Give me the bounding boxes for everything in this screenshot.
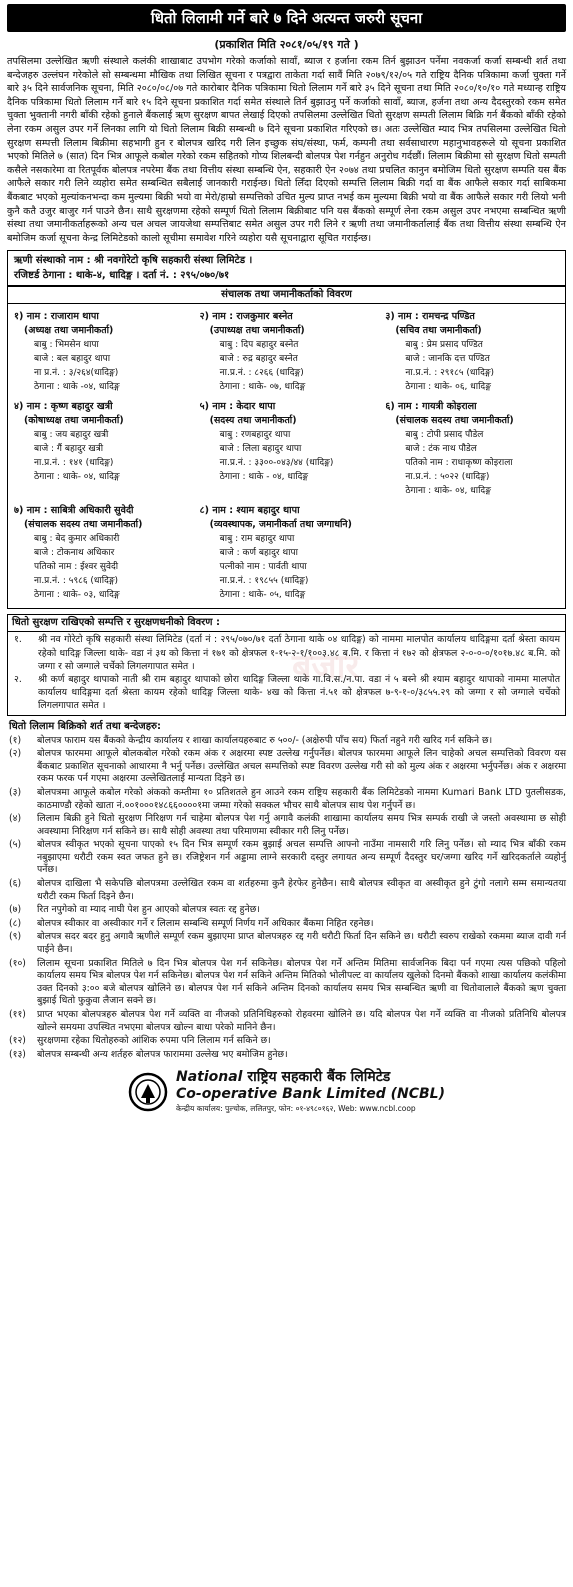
condition-text: प्राप्त भएका बोलपत्रहरु बोलपत्र पेश गर्ने व्यक्ति वा नीजको प्रतिनिधिहरुको रोहवरमा खोलिने छ। यदि बोलपत्र पेश गर्ने व्यक्ति वा नीजको प्रतिनिधि बोलपत्र खोल्ने समयमा उपस्थित नभएमा बोलपत्र खोल्न बाधा परेको मानिने छैन। (37, 1009, 566, 1033)
condition-item (7, 748, 566, 786)
bank-name-line2: Co-operative Bank Limited (NCBL) (175, 1086, 445, 1103)
borrower-name: ऋणी संस्थाको नाम : श्री नवगोरेटो कृषि सहकारी संस्था लिमिटेड । (14, 255, 253, 267)
director-detail: बाजे : गैं बहादुर खत्री (34, 444, 104, 455)
condition-number: (४) (9, 813, 22, 825)
director-detail: बाबु : भिमसेन थापा (34, 340, 99, 351)
director-detail: बाजे : जानकि दत्त पण्डित (405, 354, 490, 365)
director-detail: बाबु : प्रेम प्रसाद पण्डित (405, 340, 483, 351)
condition-text: बोलपत्र फारममा आफूले बोलकबोल गरेको रकम अंक र अक्षरमा स्पष्ट उल्लेख गर्नुपर्नेछ। बोलपत्र फारममा आफूले लिन चाहेको अचल सम्पत्तिको विवरण यस बैंकबाट प्रकाशित सूचनाको आधारमा नै भर्नु पर्नेछ। उल्लेखित अचल सम्पत्तिको स्पष्ट विवरण उल्लेख गरी सो को मुल्य अंक र अक्षरमा भर्नुपर्नेछ। अंक र अक्षरमा रकम फरक पर्न गएमा अक्षरमा उल्लेखितलाई मान्यता दिइने छ। (37, 748, 566, 785)
bank-name-np: राष्ट्रिय सहकारी बैंक लिमिटेड (247, 1069, 391, 1086)
director-detail: ना.प्र.नं. : १४१ (धादिङ्ग) (34, 458, 114, 469)
security-list (8, 632, 565, 714)
director-role: (सचिव तथा जमानीकर्ता) (395, 325, 482, 337)
director-name: ८) नाम : श्याम बहादुर थापा (199, 505, 300, 517)
condition-item (7, 787, 566, 812)
security-item-number: २. (14, 673, 22, 685)
director-detail: ठेगाना : थाके - ०४, धादिङ्ग (219, 472, 309, 483)
bank-name-en: National (175, 1069, 243, 1086)
condition-item (7, 1009, 566, 1034)
director-detail: ना प्र.नं. : ३/२६४(धादिङ्ग) (34, 368, 119, 379)
director-detail: बाबु : टोपी प्रसाद पौडेल (405, 430, 484, 441)
condition-number: (९) (9, 931, 22, 943)
director-role: (सदस्य तथा जमानीकर्ता) (209, 415, 297, 427)
director-detail: बाबु : बेद कुमार अधिकारी (34, 534, 120, 545)
condition-number: (३) (9, 786, 22, 798)
director-detail: बाबु : राम बहादुर थापा (219, 534, 295, 545)
condition-text: बोलपत्रमा आफूले कबोल गरेको अंकको कम्तीमा १० प्रतिशतले हुन आउने रकम राष्ट्रिय सहकारी बैंक लिमिटेडको नाममा Kumari Bank LTD पुतलीसडक, काठमाण्डौ रहेको खाता नं.००१०००१४८६६००००१मा जम्मा गरेको सक्कल भौचर साथै बोलपत्र साथ पेश गर्नुपर्ने छ। (37, 786, 566, 811)
director-role: (संचालक सदस्य तथा जमानीकर्ता) (395, 415, 514, 427)
director-name: ६) नाम : गायत्री कोइराला (385, 401, 477, 413)
borrower-address: रजिष्टर्ड ठेगाना : थाके-४, धादिङ्ग । दर्ता नं. : २९५/०७०/७१ (14, 270, 230, 282)
director-detail: बाजे : कर्ण बहादुर थापा (219, 548, 298, 559)
condition-item (7, 735, 566, 748)
condition-text: सुरक्षणमा रहेका धितोहरुको आंशिक रुपमा पनि लिलाम गर्न सकिने छ। (37, 1035, 271, 1047)
director-detail: ना.प्र.नं. : ५९८६ (धादिङ्ग) (34, 576, 119, 587)
condition-item (7, 878, 566, 903)
director-detail: ना.प्र.नं. : ३३००-०४३/४४ (धादिङ्ग) (219, 458, 334, 469)
bank-logo-icon (128, 1072, 168, 1112)
director-card (379, 308, 565, 398)
conditions-list (7, 735, 566, 1062)
condition-text: बोलपत्र सम्बन्धी अन्य शर्तहरु बोलपत्र फाराममा उल्लेख भए बमोजिम हुनेछ। (37, 1048, 288, 1060)
condition-item (7, 904, 566, 917)
director-detail: ठेगाना : थाके- ०४, धादिङ्ग (405, 486, 491, 497)
director-detail: ठेगाना : थाके- ०६, धादिङ्ग (405, 382, 491, 393)
director-detail: पतिको नाम : राधाकृष्ण कोइराला (405, 458, 513, 469)
condition-text: लिलाम बिक्री हुने धितो सुरक्षण निरिक्षण गर्न चाहेमा बोलपत्र पेश गर्नु अगावै कलंकी शाखामा कार्यालय समय भित्र सम्पर्क राखी जे जस्तो अवस्थामा छ सोही अवस्थामा निरिक्षण गर्न सकिने छ। साथै सोही अवस्था तथा परिमाणमा स्वीकार गरी लिनु पर्नेछ। (37, 813, 566, 837)
security-item (8, 673, 565, 713)
condition-item (7, 918, 566, 931)
condition-number: (५) (9, 839, 22, 851)
condition-text: बोलपत्र सदर बदर हुनु अगावै ऋणीले सम्पूर्ण रकम बुझाएमा प्राप्त बोलपत्रहरु रद्द गरी धरौटी फिर्ता दिन सकिने छ। धरौटी स्वरुप राखेको रकममा ब्याज दावी गर्न पाईने छैन। (37, 931, 566, 956)
director-card (8, 502, 194, 606)
director-detail: पत्नीको नाम : पार्वती थापा (219, 562, 307, 573)
condition-item (7, 839, 566, 877)
director-detail: बाजे : रुद्र बहादुर बस्नेत (219, 354, 298, 365)
published-date: (प्रकाशित मिति २०८१/०५/१९ गते ) (214, 38, 359, 51)
director-role: (संचालक सदस्य तथा जमानीकर्ता) (24, 519, 143, 531)
director-detail: ना.प्र.नं. : २९१८५ (धादिङ्ग) (405, 368, 495, 379)
director-detail: ठेगाना : थाके -०४, धादिङ्ग (34, 382, 120, 393)
director-name: ३) नाम : रामचन्द्र पण्डित (385, 311, 475, 323)
condition-number: (७) (9, 904, 22, 916)
condition-number: (२) (9, 748, 22, 760)
condition-number: (८) (9, 917, 22, 929)
director-card (194, 398, 380, 502)
director-detail: ना.प्र.नं. : ५०२२ (धादिङ्ग) (405, 472, 490, 483)
director-name: ५) नाम : केदार थापा (199, 401, 276, 413)
director-detail: ना.प्र.नं. : ८२६६ (धादिङ्ग) (219, 368, 304, 379)
condition-item (7, 813, 566, 838)
conditions-heading: धितो लिलाम बिक्रिको शर्त तथा बन्देजहरु: (9, 720, 161, 732)
director-role: (अध्यक्ष तथा जमानीकर्ता) (24, 325, 114, 337)
condition-number: (११) (9, 1009, 26, 1020)
borrower-box (7, 250, 566, 286)
director-detail: बाबु : रणबहादुर थापा (219, 430, 291, 441)
directors-heading: संचालक तथा जमानीकर्ताको विवरण (8, 287, 565, 304)
security-item-text: श्री कर्ण बहादुर थापाको नाती श्री राम बहादुर थापाको छोरा धादिङ्ग जिल्ला थाके गा.वि.स./न.पा. वडा नं ५ बस्ने श्री श्याम बहादुर थापाको नाममा मालपोत कार्यालय धादिङ्गमा दर्ता श्रेस्ता कायम रहेको धादिङ्ग जिल्ला थाके- ४ख को कित्ता नं.५१ को क्षेत्रफल ७-९-१-०/३८५५.२९ को जग्गा र सो जग्गाले चर्चेको लिगलगापात समेत । (38, 673, 560, 712)
director-detail: ठेगाना : थाके- ०४, धादिङ्ग (34, 472, 120, 483)
condition-item (7, 958, 566, 1008)
director-card (379, 398, 565, 502)
director-detail: बाजे : लिला बहादुर थापा (219, 444, 302, 455)
director-detail: ठेगाना : थाके- ०७, धादिङ्ग (219, 382, 306, 393)
director-detail: पतिको नाम : ईश्वर सुवेदी (34, 562, 119, 573)
condition-item (7, 1049, 566, 1062)
condition-number: (१२) (9, 1035, 26, 1047)
condition-text: बोलपत्र फाराम यस बैंकको केन्द्रीय कार्यालय र शाखा कार्यालयहरुबाट रु ५००/- (अक्षेरुपी पाँच सय) फिर्ता नहुने गरी खरिद गर्न सकिने छ। (37, 734, 493, 746)
watermark-logo: बजार (292, 647, 360, 687)
director-role: (कोषाध्यक्ष तथा जमानीकर्ता) (24, 415, 124, 427)
bank-address: केन्द्रीय कार्यालय: पुल्चोक, ललितपुर, फोन: ०१-४९८०१६२, Web: www.ncbl.coop (175, 1104, 416, 1114)
security-item-number: १. (14, 634, 22, 646)
director-detail: बाबु : दिप बहादुर बस्नेत (219, 340, 299, 351)
condition-number: (१०) (9, 957, 26, 969)
director-detail: बाबु : जय बहादुर खत्री (34, 430, 109, 441)
security-item (8, 633, 565, 673)
director-role: (व्यवस्थापक, जमानीकर्ता तथा जग्गाधनि) (209, 519, 352, 531)
director-detail: बाजे : टोकनाथ अधिकार (34, 548, 115, 559)
condition-item (7, 1035, 566, 1048)
director-detail: ना.प्र.नं. : १९८५५ (धादिङ्ग) (219, 576, 309, 587)
intro-paragraph: तपसिलमा उल्लेखित ऋणी संस्थाले कलंकी शाखाबाट उपभोग गरेको कर्जाको सावाँ, ब्याज र हर्जाना रकम तिर्न बुझाउन पर्नेमा नवकर्जा कर्जा सम्बन्धी शर्त तथा बन्देजहरु उल्लंघन गरेकोले सो सम्बन्धमा मौखिक तथा लिखित सूचना र पत्रद्वारा ताकेता गर्दा सावैं मिति २०७९/१२/०५ गते राष्ट्रिय दैनिक पत्रिकामा कर्जा चुक्ता गर्ने बारे ३५ दिने सार्वजनिक सूचना, मिति २०८०/०८/०७ गते कारोबार दैनिक पत्रिकामा धितो लिलाम गर्ने बारे ३५ दिने सूचना तथा मिति २०८०/१०/१० गते मध्यान्ह राष्ट्रिय दैनिक पत्रिकामा धितो लिलाम गर्ने बारे १५ दिने सूचना प्रकाशित गर्दा समेत संस्थाले तिर्न बुझाउनु पर्ने कर्जाको सावाँ, ब्याज, हर्जना तथा अन्य दैदस्तुरको रकम समेत चुक्ता भुक्तानी नगरी बाँकी रहेको हुनाले बैंकलाई ऋण सुरक्षण बापत लेखाई दिएको तपसिलमा उल्लेखित धितो सुरक्षण सम्पती लिलाम बिक्रि गर्न बैंकको बाँकी रहेको लेना रकम असुल उपर गर्ने लिनका लागि यो धितो लिलाम बिक्री सम्बन्धी ७ दिने सूचना प्रकाशित गरिएको छ। अतः उल्लेखित म्याद भित्र तपसिलमा उल्लेखित धितो सुरक्षण सम्पत्ती लिलाम बिक्रीमा सहभागी हुन र बोलपत्र खरिद गरी लिन इच्छुक संघ/संस्था, फर्म, कम्पनी तथा सर्वसाधारण महानुभावहरूले यो सूचना प्रकाशित भएको मितिले ७ (सात) दिन भित्र आफूले कबोल गरेको रकम सहितको गोप्य शिलबन्दी बोलपत्र पेश गर्नहुन अनुरोध गर्दछौं। लिलाम बिक्रीमा सो सुरक्षण धितो सम्पती कसैले नसकारेमा वा रितपूर्वक बोलपत्र नपरेमा बैंक तथा वित्तीय संस्था सम्बन्धि ऐन, सहकारी ऐन २०७४ तथा प्रचलित कानुन बमोजिम धितो सुरक्षण सम्पति यस बैंक आफैले सकार गरी लिने व्यहोरा समेत सम्बन्धित सबैलाई जानकारी गराईन्छ। धितो लिँदा दिएको सम्पत्ति लिलाम बिक्री गर्दा वा बैंक आफैले सकार गर्दा साबिकमा बैंकबाट भएको मुल्यांकनभन्दा कम मुल्यमा बिक्री भयो वा मेरो/हाम्रो सम्पत्तिको उचित मुल्य प्राप्त नभई कम मुल्यमा बिक्री भयो वा बैंक आफैले सकार गरी लियो भनी कुनै कतै उजुर बाजुर गर्न पाउने छैन। साथै सुरक्षणमा रहेको सम्पूर्ण धितो लिलाम बिक्रीबाट पनि यस बैंकको सम्पूर्ण लेना रकम असुल उपर नभएमा सम्बन्धित ऋणी संस्था तथा जमानीकर्ताहरूको अन्य चल अचल जायजेथा सम्पत्तिबाट समेत असुल उपर गरी लिने र ऋणी तथा जमानीकर्तालाई बैंक तथा वित्तीय संस्था सम्बन्धि ऐन बमोजिम कर्जा सूचना केन्द्र लिमिटेडको कालो सूचीमा समावेश गरिने व्यहोरा यसै सूचनाद्वारा सूचित गराईन्छ। (7, 56, 567, 244)
condition-text: रित नपुगेको वा म्याद नाघी पेश हुन आएको बोलपत्र स्वतः रद्द हुनेछ। (37, 904, 260, 916)
director-detail: ठेगाना : थाके- ०५, धादिङ्ग (219, 590, 306, 601)
director-detail: ठेगाना : थाके- ०३, धादिङ्ग (34, 590, 120, 601)
security-section (7, 614, 566, 715)
bank-text-block (176, 1069, 445, 1114)
director-role: (उपाध्यक्ष तथा जमानीकर्ता) (209, 325, 305, 337)
security-item-text: श्री नव गोरेटो कृषि सहकारी संस्था लिमिटेड (दर्ता नं : २९५/०७०/७१ दर्ता ठेगाना थाके ०४ धादिङ्ग) को नाममा मालपोत कार्यालय धादिङ्गमा दर्ता श्रेस्ता कायम रहेको धादिङ्ग जिल्ला थाके- वडा नं ३ध को कित्ता नं १७१ को क्षेत्रफल १-१५-२-१/१००३.४८ ब.मि. र कित्ता नं १७२ को क्षेत्रफल २-०-०-०/१०१७.४८ ब.मि. को जग्गा र सो जग्गाले चर्चेको लिगलगापात समेत । (38, 634, 560, 672)
bank-name-line1 (176, 1069, 445, 1086)
director-detail: बाजे : बल बहादुर थापा (34, 354, 111, 365)
director-card (8, 308, 194, 398)
condition-text: बोलपत्र स्वीकृत भएको सूचना पाएको १५ दिन भित्र सम्पूर्ण रकम बुझाई अचल सम्पत्ति आफ्नो नाउँमा नामसारी गरि लिनु पर्नेछ। सो म्याद भित्र बाँकी रकम नबुझाएमा धरौटी रकम स्वत जफत हुने छ। रजिष्ट्रेशन गर्न अड्डामा लाग्ने सरकारी दस्तुर लगायत अन्य सम्पूर्ण दैदस्तुर घर/जग्गा खरिद गर्ने खरिदकर्ताले व्यहोर्नु पर्नेछ। (37, 839, 566, 876)
condition-number: (१) (9, 734, 22, 746)
director-detail: बाजे : टंक नाथ पौडेल (405, 444, 477, 455)
director-name: ७) नाम : साबित्री अधिकारी सुवेदी (14, 505, 134, 517)
condition-text: बोलपत्र स्वीकार वा अस्वीकार गर्ने र लिलाम सम्बन्धि सम्पूर्ण निर्णय गर्ने अधिकार बैंकमा निहित रहनेछ। (37, 917, 374, 929)
director-name: ४) नाम : कृष्ण बहादुर खत्री (14, 401, 113, 413)
footer (7, 1069, 566, 1114)
condition-text: बोलपत्र दाखिला भै सकेपछि बोलपत्रमा उल्लेखित रकम वा शर्तहरुमा कुनै हेरफेर हुनेछैन। साथै बोलपत्र स्वीकृत वा अस्वीकृत हुने टुंगो नलागे सम्म समान्यतया धरौटी रकम फिर्ता दिइने छैन। (37, 878, 566, 902)
condition-number: (६) (9, 878, 22, 890)
security-heading: धितो सुरक्षण राखिएको सम्पत्ति र सुरक्षणधनीको विवरण : (8, 615, 565, 632)
director-name: २) नाम : राजकुमार बस्नेत (199, 311, 293, 323)
director-card (194, 308, 380, 398)
notice-title: धितो लिलामी गर्ने बारे ७ दिने अत्यन्त जरुरी सूचना (7, 4, 566, 32)
directors-section (7, 286, 566, 609)
director-card (194, 502, 380, 606)
condition-number: (१३) (9, 1048, 26, 1060)
notice-page (7, 4, 566, 1114)
director-card (8, 398, 194, 502)
condition-item (7, 931, 566, 956)
director-name: १) नाम : राजाराम थापा (14, 311, 99, 323)
condition-text: लिलाम सूचना प्रकाशित मितिले ७ दिन भित्र बोलपत्र पेश गर्न सकिनेछ। बोलपत्र पेश गर्ने अन्तिम मितिमा सार्वजनिक बिदा पर्न गएमा त्यस पछिको पहिलो कार्यालय समय भित्र बोलपत्र पेश गर्न सकिनेछ। बोलपत्र पेश गर्न सकिने अन्तिम मितिको भोलीपल्ट वा कार्यालय खुलेको दिनमो बैंकको शाखा कार्यालय कलंकीमा उक्त दिनको ३:०० बजे बोलपत्र खोलिने छ। बोलपत्र पेश गर्न सकिने अन्तिम दिनको कार्यालय समय भित्र सम्बन्धित ऋणी वा धितोवालाले बैंकको ऋण चुक्ता बुझाई धितो फुकुवा लैजान सक्ने छ। (37, 957, 566, 1007)
directors-grid (8, 304, 565, 608)
